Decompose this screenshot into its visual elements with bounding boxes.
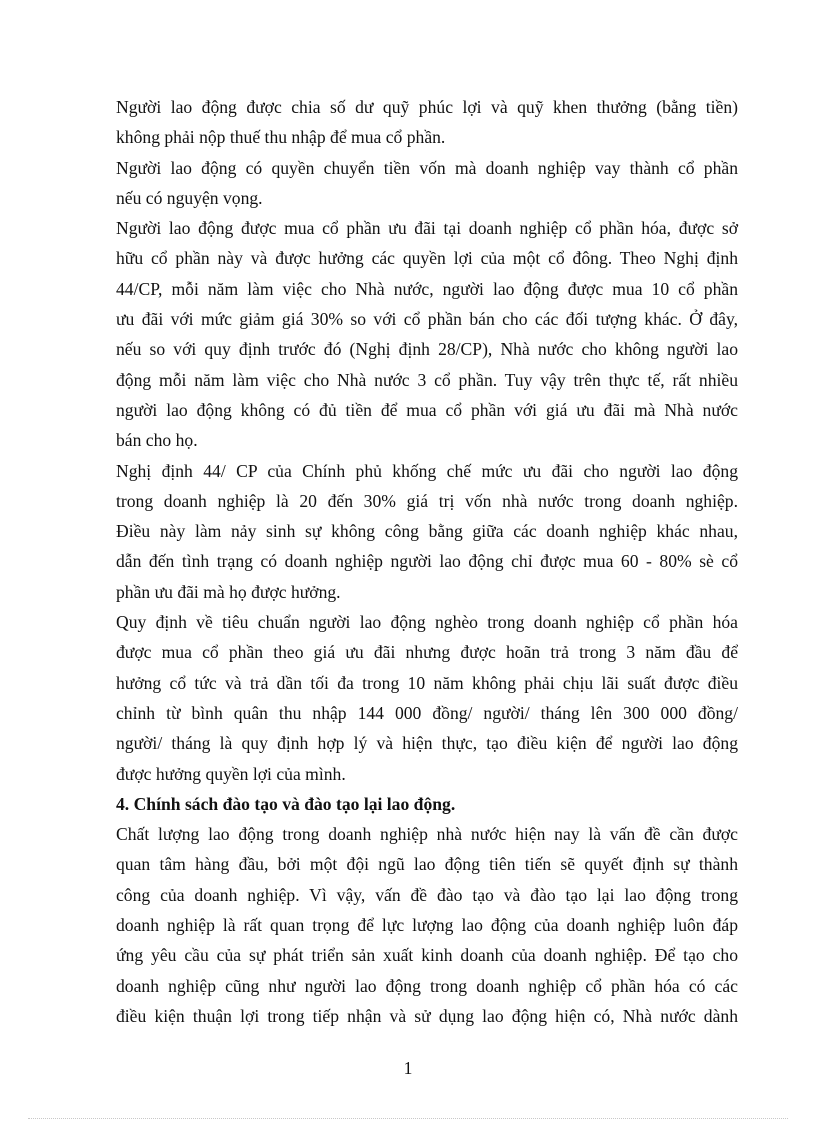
- page-number: 1: [403, 1058, 413, 1078]
- text-line: Nghị định 44/ CP của Chính phủ khống chế mức ưu đãi cho người lao động: [116, 460, 738, 481]
- text-line: bán cho họ.: [116, 430, 198, 451]
- text-line: điều kiện thuận lợi trong tiếp nhận và sử dụng lao động hiện có, Nhà nước dành: [116, 1005, 738, 1026]
- footer-divider: [28, 1118, 788, 1119]
- text-line: công của doanh nghiệp. Vì vậy, vấn đề đào tạo và đào tạo lại lao động trong: [116, 884, 738, 905]
- text-line: 44/CP, mỗi năm làm việc cho Nhà nước, người lao động được mua 10 cổ phần: [116, 278, 738, 299]
- paragraph-decree-44: [116, 456, 738, 607]
- text-line: động mỗi năm làm việc cho Nhà nước 3 cổ phần. Tuy vậy trên thực tế, rất nhiều: [116, 369, 738, 390]
- paragraph-poor-workers: [116, 607, 738, 789]
- text-line: không phải nộp thuế thu nhập để mua cổ phần.: [116, 127, 446, 148]
- text-line: chỉnh từ bình quân thu nhập 144 000 đồng/ người/ tháng lên 300 000 đồng/: [116, 702, 738, 723]
- paragraph-preferential-shares: [116, 213, 738, 455]
- text-line: doanh nghiệp cũng như người lao động trong doanh nghiệp cổ phần hóa có các: [116, 975, 738, 996]
- text-line: Điều này làm nảy sinh sự không công bằng giữa các doanh nghiệp khác nhau,: [116, 521, 738, 542]
- text-line: được mua cổ phần theo giá ưu đãi nhưng được hoãn trả trong 3 năm đầu để: [116, 642, 738, 663]
- paragraph-capital-conversion: [116, 153, 738, 214]
- text-line: nếu có nguyện vọng.: [116, 187, 263, 208]
- paragraph-training: [116, 819, 738, 1031]
- text-line: nếu so với quy định trước đó (Nghị định 28/CP), Nhà nước cho không người lao: [116, 339, 738, 360]
- text-line: Chất lượng lao động trong doanh nghiệp nhà nước hiện nay là vấn đề cần được: [116, 824, 738, 845]
- text-line: quan tâm hàng đầu, bởi một đội ngũ lao động tiên tiến sẽ quyết định sự thành: [116, 854, 738, 875]
- text-line: dẫn đến tình trạng có doanh nghiệp người lao động chỉ được mua 60 - 80% sè cổ: [116, 551, 738, 572]
- text-line: ứng yêu cầu của sự phát triển sản xuất kinh doanh của doanh nghiệp. Để tạo cho: [116, 945, 738, 966]
- text-line: Quy định về tiêu chuẩn người lao động nghèo trong doanh nghiệp cổ phần hóa: [116, 612, 738, 633]
- text-line: trong doanh nghiệp là 20 đến 30% giá trị vốn nhà nước trong doanh nghiệp.: [116, 490, 738, 511]
- text-line: Người lao động được mua cổ phần ưu đãi tại doanh nghiệp cổ phần hóa, được sở: [116, 218, 738, 239]
- text-line: Người lao động được chia số dư quỹ phúc lợi và quỹ khen thưởng (bằng tiền): [116, 97, 738, 117]
- text-line: người/ tháng là quy định hợp lý và hiện thực, tạo điều kiện để người lao động: [116, 733, 738, 754]
- text-line: doanh nghiệp là rất quan trọng để lực lượng lao động của doanh nghiệp luôn đáp: [116, 915, 738, 936]
- text-line: hưởng cổ tức và trả dần tối đa trong 10 năm không phải chịu lãi suất được điều: [116, 672, 738, 693]
- text-line: được hưởng quyền lợi của mình.: [116, 763, 346, 784]
- text-line: hữu cổ phần này và được hưởng các quyền lợi của một cổ đông. Theo Nghị định: [116, 248, 738, 269]
- text-line: Người lao động có quyền chuyển tiền vốn mà doanh nghiệp vay thành cổ phần: [116, 157, 738, 178]
- document-body: [116, 92, 738, 1031]
- text-line: phần ưu đãi mà họ được hưởng.: [116, 581, 341, 602]
- text-line: người lao động không có đủ tiền để mua cổ phần với giá ưu đãi mà Nhà nước: [116, 399, 738, 420]
- section-heading: 4. Chính sách đào tạo và đào tạo lại lao động.: [116, 793, 456, 814]
- text-line: ưu đãi với mức giảm giá 30% so với cổ phần bán cho các đối tượng khác. Ở đây,: [116, 309, 738, 330]
- paragraph-welfare-fund: [116, 92, 738, 153]
